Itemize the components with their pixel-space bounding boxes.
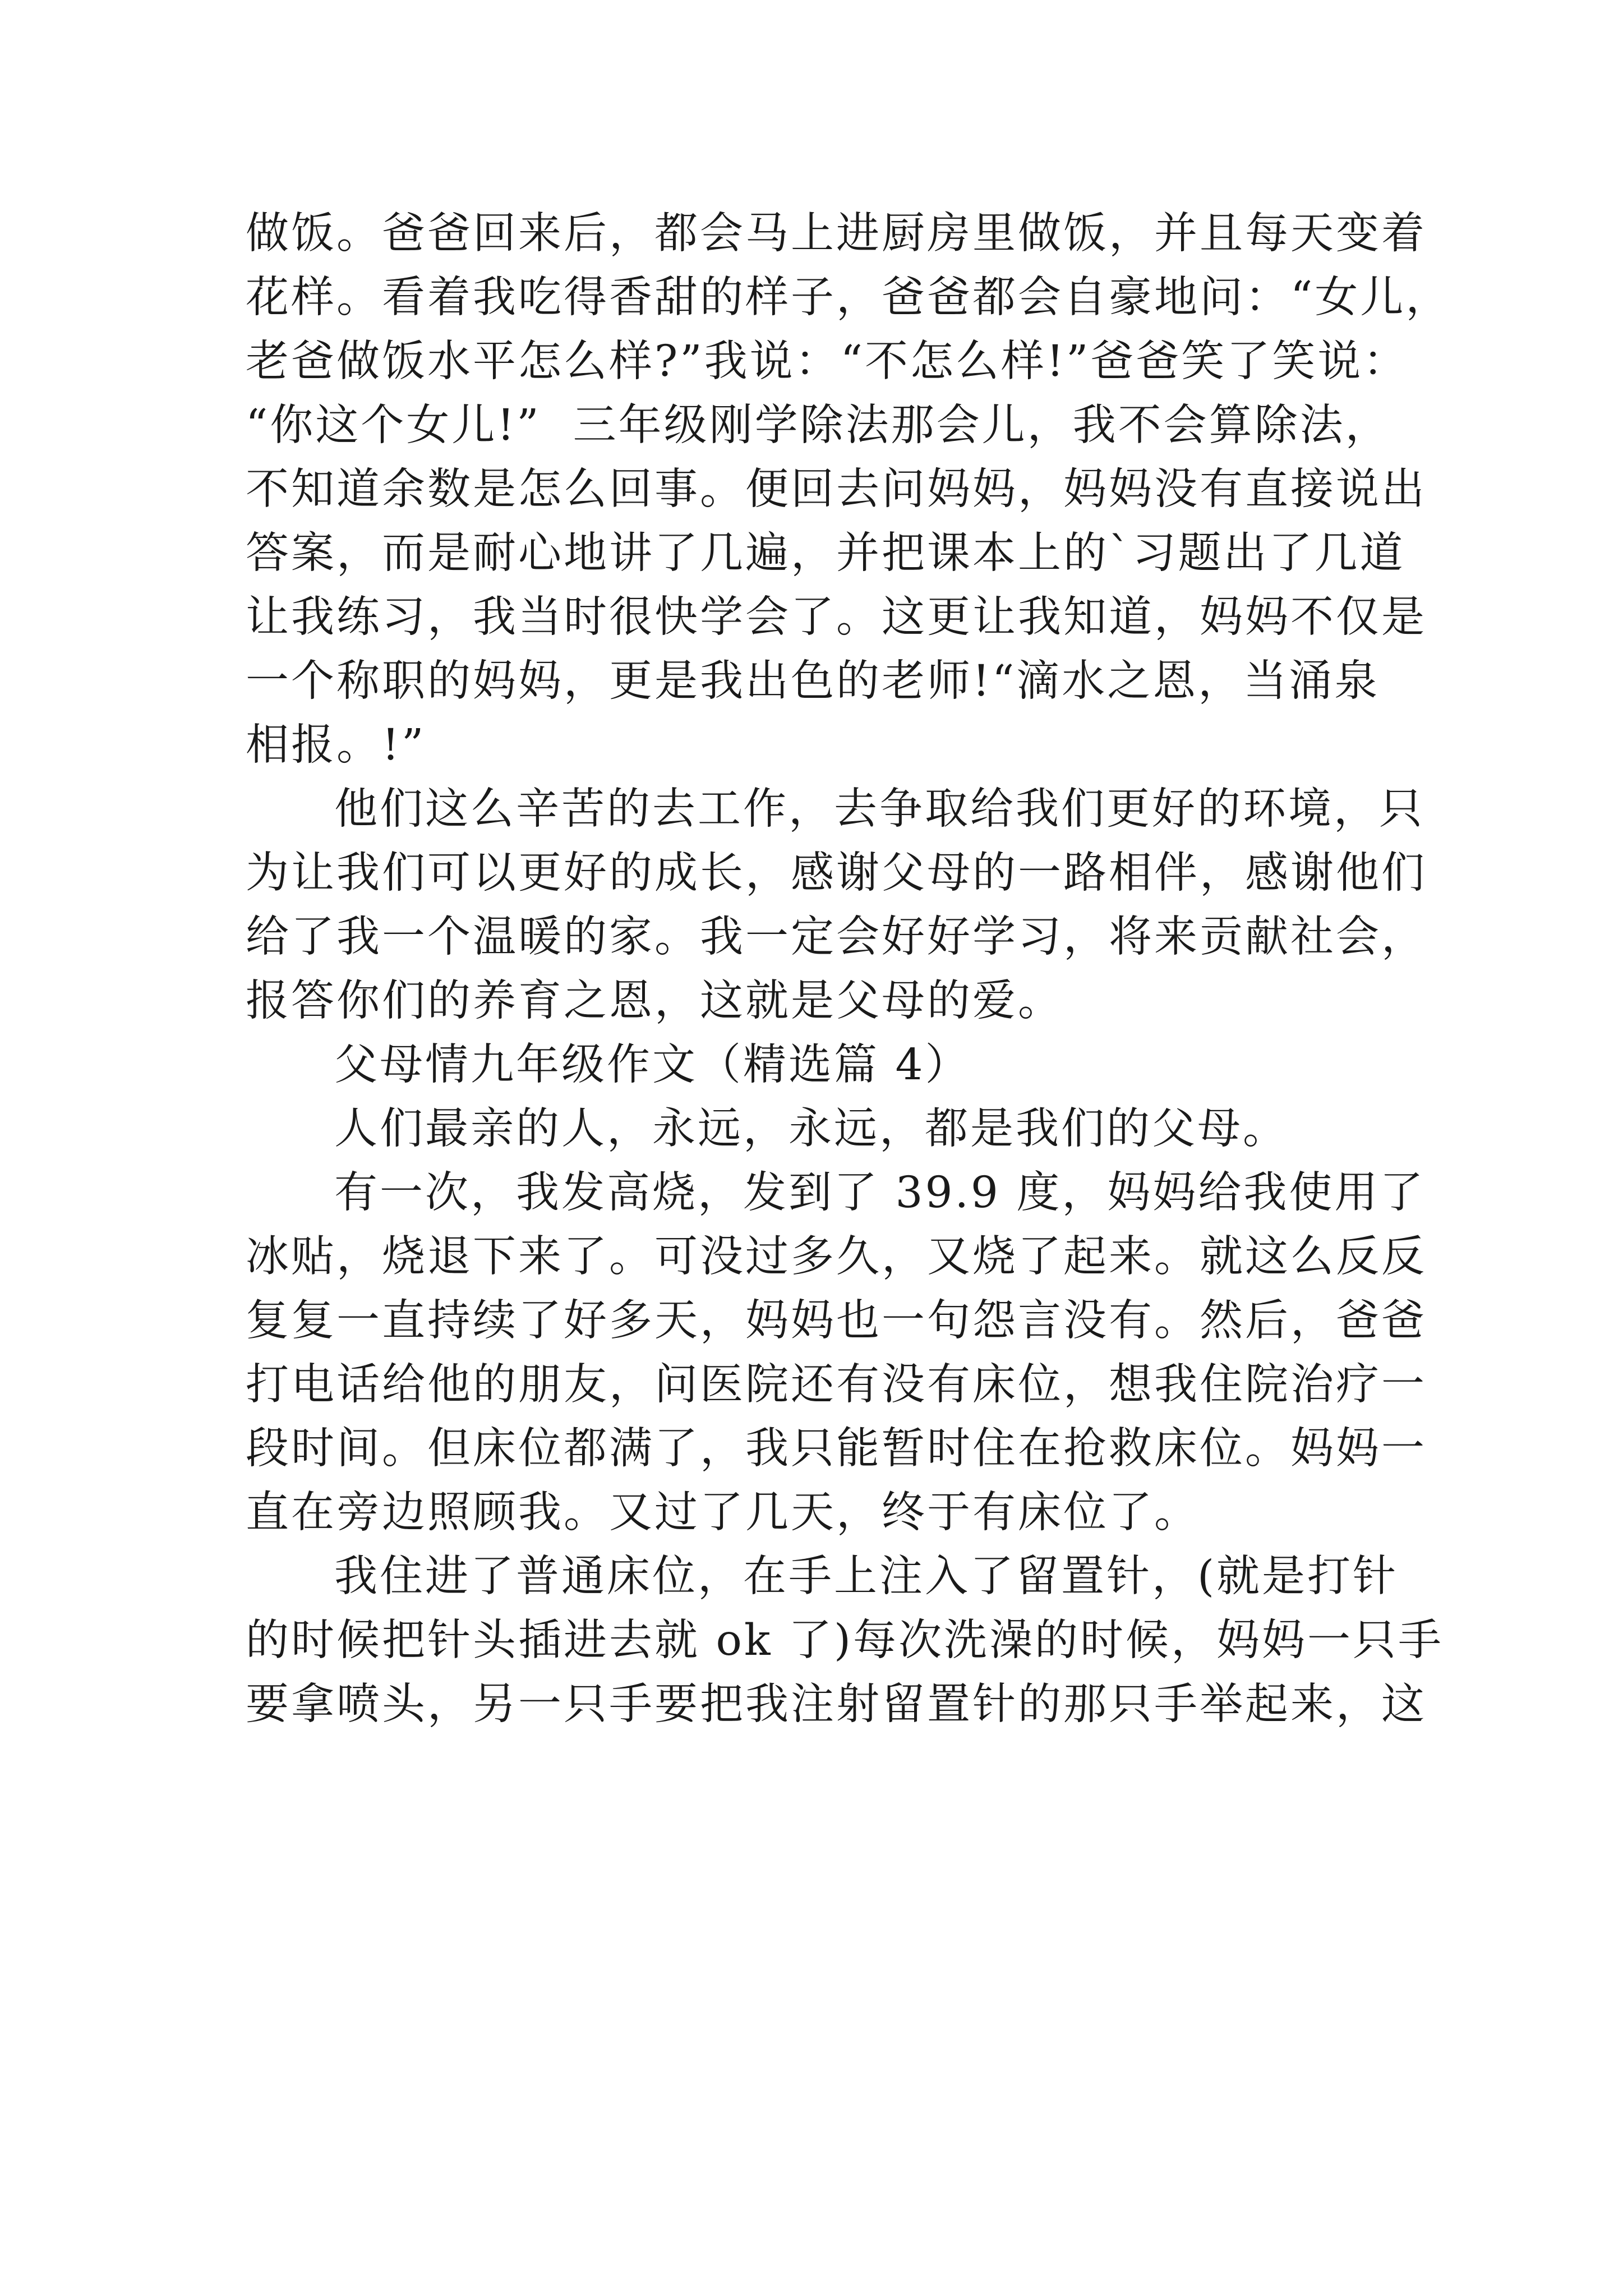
text-line: 报答你们的养育之恩，这就是父母的爱。 bbox=[246, 976, 1063, 1026]
text-line: 给了我一个温暖的家。我一定会好好学习，将来贡献社会， bbox=[246, 912, 1427, 962]
text-line: 老爸做饭水平怎么样?”我说：“不怎么样!”爸爸笑了笑说： bbox=[246, 337, 1409, 386]
text-line: 一个称职的妈妈，更是我出色的老师!“滴水之恩，当涌泉 bbox=[246, 656, 1380, 706]
paragraph-start-line: 我住进了普通床位，在手上注入了留置针，(就是打针 bbox=[334, 1552, 1399, 1602]
text-line: 的时候把针头插进去就 ok 了)每次洗澡的时候，妈妈一只手 bbox=[246, 1616, 1444, 1665]
document-body bbox=[246, 202, 1451, 1737]
section-heading: 父母情九年级作文（精选篇 4） bbox=[334, 1040, 971, 1090]
paragraph-start-line: 他们这么辛苦的去工作，去争取给我们更好的环境，只 bbox=[334, 784, 1424, 834]
text-line: 要拿喷头，另一只手要把我注射留置针的那只手举起来，这 bbox=[246, 1680, 1427, 1729]
text-line: 为让我们可以更好的成长，感谢父母的一路相伴，感谢他们 bbox=[246, 848, 1427, 898]
text-line: 答案，而是耐心地讲了几遍，并把课本上的`习题出了几道 bbox=[246, 528, 1405, 578]
paragraph-start-line: 有一次，我发高烧，发到了 39.9 度，妈妈给我使用了 bbox=[334, 1168, 1426, 1218]
text-line: 打电话给他的朋友，问医院还有没有床位，想我住院治疗一 bbox=[246, 1360, 1427, 1410]
text-line: 复复一直持续了好多天，妈妈也一句怨言没有。然后，爸爸 bbox=[246, 1296, 1427, 1346]
text-line: 冰贴，烧退下来了。可没过多久，又烧了起来。就这么反反 bbox=[246, 1232, 1427, 1282]
paragraph-start-line: 人们最亲的人，永远，永远，都是我们的父母。 bbox=[334, 1104, 1288, 1154]
text-line: 做饭。爸爸回来后，都会马上进厨房里做饭，并且每天变着 bbox=[246, 209, 1427, 259]
text-line: 不知道余数是怎么回事。便回去问妈妈，妈妈没有直接说出 bbox=[246, 464, 1427, 514]
text-line: 让我练习，我当时很快学会了。这更让我知道，妈妈不仅是 bbox=[246, 592, 1427, 642]
text-line: “你这个女儿!” 三年级刚学除法那会儿，我不会算除法， bbox=[246, 401, 1391, 450]
text-line: 段时间。但床位都满了，我只能暂时住在抢救床位。妈妈一 bbox=[246, 1424, 1427, 1474]
text-line: 直在旁边照顾我。又过了几天，终于有床位了。 bbox=[246, 1488, 1200, 1538]
text-line: 相报。!” bbox=[246, 720, 426, 770]
text-line: 花样。看着我吃得香甜的样子，爸爸都会自豪地问：“女儿， bbox=[246, 273, 1451, 323]
